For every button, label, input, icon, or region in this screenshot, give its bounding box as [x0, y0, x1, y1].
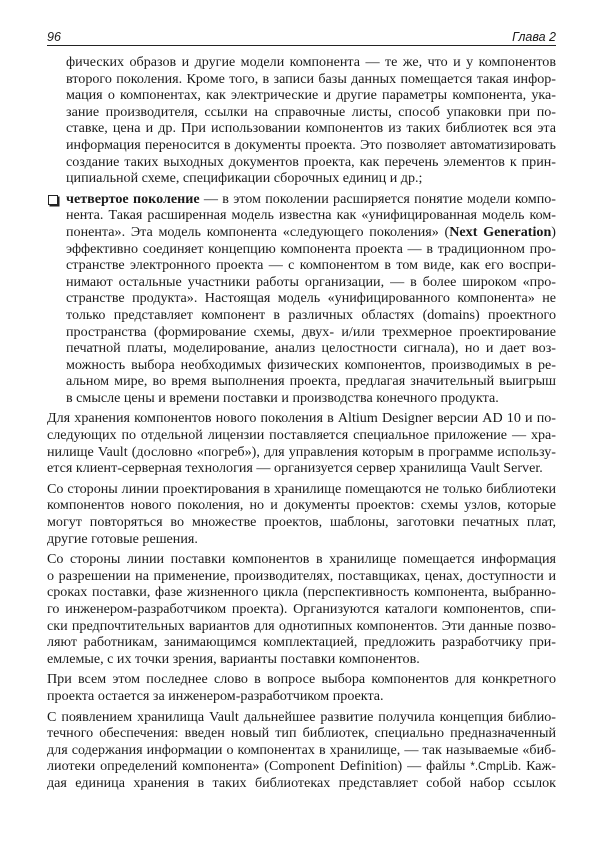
text-line: го инженером-разработчиком проекта). Организуются каталоги компонентов, спи-: [47, 601, 556, 617]
text-line: второго поколения. Кроме того, в записи базы данных помещается такая инфор-: [66, 70, 556, 87]
square-bullet-icon: [48, 195, 58, 205]
paragraph: [47, 410, 556, 476]
text-line: Со стороны линии проектирования в хранилище помещаются не только библиотеки: [47, 480, 556, 497]
paragraph: [47, 481, 556, 547]
text-line: зание производителя, ссылки на справочные листы, способ упаковки при по-: [66, 103, 556, 120]
bullet-list-item: [47, 191, 556, 407]
text-line: для содержания информации о компонентах в хранилище, — так называемые «биб-: [47, 741, 556, 758]
text-line: ципиальной схеме, спецификации сборочных единиц и др.;: [66, 170, 423, 187]
text-line: в смысле цены и времени поставки и производства конечного продукта.: [66, 389, 499, 406]
text-line: дая единица хранения в таких библиотеках представляет собой набор ссылок: [47, 774, 556, 791]
text-line: фических образов и другие модели компонента — те же, что и у компонентов: [66, 54, 556, 70]
text-line: информация переносится в документы проекта. Это позволяет автоматизировать: [66, 136, 556, 153]
text-line: С появлением хранилища Vault дальнейшее развитие получила концепция библио-: [47, 708, 556, 725]
text-line: [66, 191, 556, 208]
text-line: емлемые, с их точки зрения, варианты поставки компонентов.: [47, 650, 420, 667]
text-line: эффективно соединяет концепцию компонента проекта — в традиционном про-: [66, 240, 556, 257]
running-header: [47, 30, 556, 46]
text-line: ставке, цена и др. При использовании компонентов из таких библиотек вся эта: [66, 120, 556, 137]
text-line: компонентов нового поколения, но и документы проектов: схемы узлов, которые: [47, 497, 556, 514]
text-line: пространства (формирование схемы, двух- и/или трехмерное проектирование: [66, 323, 556, 340]
text-line: При всем этом последнее слово в вопросе выбора компонентов для конкретного: [47, 671, 556, 688]
text-line: странстве продукта». Настоящая модель «унифицированного компонента» не: [66, 290, 556, 307]
text-line: нимают остальные участники работы организации, — в более широком «про-: [66, 273, 556, 290]
page-body-text: [47, 54, 556, 796]
text-line: мация о компонентах, как электрические и другие параметры компонента, ука-: [66, 87, 556, 104]
text-line: [66, 224, 556, 241]
text-line: сроках поставки, фазе жизненного цикла (перспективность компонента, выбранно-: [47, 584, 556, 601]
text-line: другие готовые решения.: [47, 530, 198, 547]
text-line: ски предпочтительных вариантов для однотипных компонентов. Эти данные позво-: [47, 617, 556, 634]
text-line: нилище Vault (дословно «погреб»), для управления которым в программе использу-: [47, 443, 556, 460]
text-line: следующих по отдельной лицензии поставляется специальное приложение — хра-: [47, 427, 556, 444]
text-run: — в этом поколении расширяется понятие модели компо-: [199, 190, 556, 207]
text-run: . Каж-: [517, 758, 556, 775]
text-line: ляют работникам, занимающимся комплектацией, предложить разработчику при-: [47, 634, 556, 651]
text-line: нента. Такая расширенная модель известна как «унифицированная модель ком-: [66, 207, 556, 224]
chapter-title: Глава 2: [512, 30, 556, 44]
paragraph: [47, 54, 556, 187]
bold-term: четвертое поколение: [66, 190, 200, 207]
text-run: лиотеки определений компонента» (Component Definition) — файлы: [47, 758, 471, 775]
text-line: можность выбора необходимых физических компонентов, производимых в ре-: [66, 356, 556, 373]
paragraph: [47, 671, 556, 704]
text-line: печатной платы, моделирование, анализ целостности сигнала), но и дает воз-: [66, 340, 556, 357]
bold-term: Next Generation: [449, 223, 552, 240]
text-line: создание таких выходных документов проекта, как перечень элементов к прин-: [66, 153, 556, 170]
text-run: ): [551, 223, 556, 240]
text-line: Для хранения компонентов нового поколения в Altium Designer версии AD 10 и по-: [47, 410, 556, 427]
text-line: проекта остается за инженером-разработчиком проекта.: [47, 687, 384, 704]
text-line: могут повторяться во множестве проектов, шаблоны, заготовки печатных плат,: [47, 514, 556, 531]
text-line: только представляет компонент в различных областях (domains) проектного: [66, 306, 556, 323]
text-line: течного обеспечения: введен новый тип библиотек, специально предназначенный: [47, 725, 556, 742]
text-line: ется клиент-серверная технология — организуется сервер хранилища Vault Server.: [47, 460, 543, 477]
text-line: странстве электронного проекта — с компонентом в том виде, как его воспри-: [66, 257, 556, 274]
file-extension: *.CmpLib: [470, 761, 518, 774]
text-line: Со стороны линии поставки компонентов в хранилище помещается информация: [47, 551, 556, 568]
text-line: о разрешении на применение, производителях, поставщиках, ценах, доступности и: [47, 567, 556, 584]
paragraph: [47, 709, 556, 792]
paragraph: [47, 551, 556, 667]
text-run: понента». Эта модель компонента «следующего поколения» (: [66, 223, 450, 240]
page-number: 96: [47, 30, 61, 44]
text-line: альном мире, во время выполнения проекта, предлагая значительный выигрыш: [66, 373, 556, 390]
text-line: [47, 758, 556, 775]
